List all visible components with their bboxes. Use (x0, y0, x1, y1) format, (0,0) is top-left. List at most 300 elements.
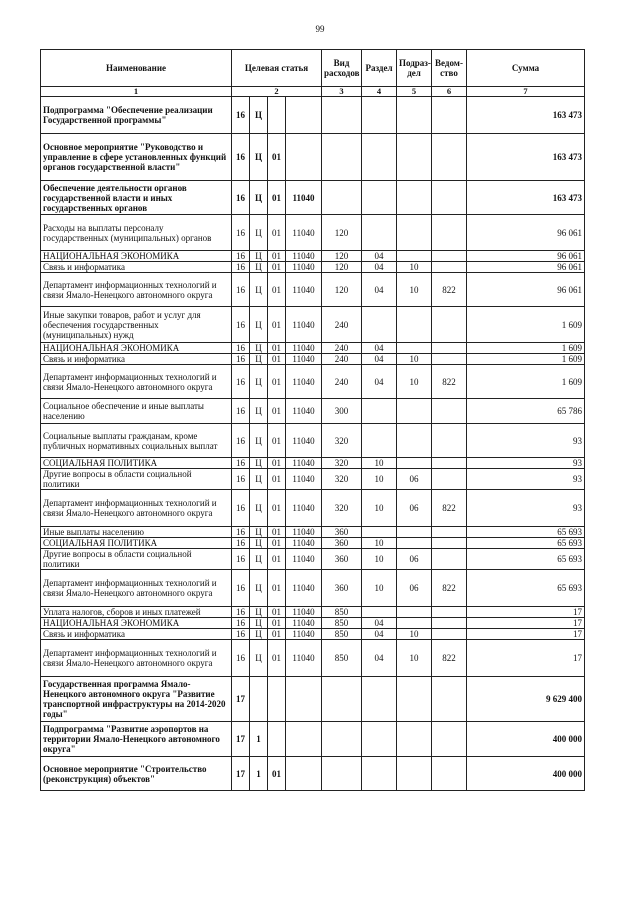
target-code-1: 16 (232, 570, 250, 607)
expense-type: 850 (322, 640, 362, 677)
table-row (41, 262, 585, 273)
sum: 93 (467, 469, 585, 490)
sum: 1 609 (467, 354, 585, 365)
target-code-2: Ц (250, 629, 268, 640)
section (362, 527, 397, 538)
section (362, 757, 397, 791)
target-code-3: 01 (268, 527, 286, 538)
header-sum: Сумма (467, 50, 585, 87)
table-row (41, 134, 585, 181)
target-code-3 (268, 722, 286, 757)
target-code-3 (268, 97, 286, 134)
target-code-2: 1 (250, 757, 268, 791)
department (432, 629, 467, 640)
target-code-3: 01 (268, 490, 286, 527)
subsection (397, 343, 432, 354)
table-row (41, 215, 585, 251)
sum: 96 061 (467, 215, 585, 251)
target-code-4: 11040 (286, 629, 322, 640)
target-code-4: 11040 (286, 549, 322, 570)
target-code-2: Ц (250, 251, 268, 262)
subsection (397, 251, 432, 262)
target-code-1: 16 (232, 607, 250, 618)
section (362, 399, 397, 424)
target-code-1: 16 (232, 629, 250, 640)
department (432, 97, 467, 134)
expense-type: 120 (322, 273, 362, 307)
sum: 400 000 (467, 757, 585, 791)
column-number: 2 (232, 87, 322, 97)
expense-type: 850 (322, 607, 362, 618)
target-code-3: 01 (268, 458, 286, 469)
sum: 96 061 (467, 262, 585, 273)
expense-type (322, 134, 362, 181)
subsection (397, 607, 432, 618)
target-code-4: 11040 (286, 607, 322, 618)
target-code-3: 01 (268, 424, 286, 458)
row-name: Иные закупки товаров, работ и услуг для обеспечения государственных (муниципальных) нужд (41, 307, 232, 343)
subsection (397, 527, 432, 538)
target-code-2 (250, 677, 268, 722)
target-code-2: Ц (250, 399, 268, 424)
sum: 93 (467, 424, 585, 458)
sum: 400 000 (467, 722, 585, 757)
target-code-2: Ц (250, 134, 268, 181)
target-code-4: 11040 (286, 490, 322, 527)
sum: 65 786 (467, 399, 585, 424)
department (432, 469, 467, 490)
table-row (41, 251, 585, 262)
target-code-3: 01 (268, 181, 286, 215)
column-number: 7 (467, 87, 585, 97)
expense-type: 320 (322, 458, 362, 469)
sum: 96 061 (467, 273, 585, 307)
row-name: Социальные выплаты гражданам, кроме публичных нормативных социальных выплат (41, 424, 232, 458)
department (432, 262, 467, 273)
table-row (41, 343, 585, 354)
row-name: Государственная программа Ямало-Ненецкого автономного округа "Развитие транспортной инфраструктуры на 2014-2020 годы" (41, 677, 232, 722)
section (362, 181, 397, 215)
target-code-3: 01 (268, 251, 286, 262)
department (432, 538, 467, 549)
target-code-3: 01 (268, 549, 286, 570)
target-code-4: 11040 (286, 538, 322, 549)
subsection: 10 (397, 354, 432, 365)
table-row (41, 570, 585, 607)
target-code-1: 16 (232, 215, 250, 251)
table-row (41, 549, 585, 570)
target-code-2: Ц (250, 549, 268, 570)
section: 10 (362, 570, 397, 607)
section: 04 (362, 640, 397, 677)
target-code-1: 16 (232, 399, 250, 424)
expense-type: 320 (322, 490, 362, 527)
section: 04 (362, 251, 397, 262)
row-name: Основное мероприятие "Руководство и управление в сфере установленных функций органов государственной власти" (41, 134, 232, 181)
column-number: 3 (322, 87, 362, 97)
target-code-3: 01 (268, 757, 286, 791)
sum: 17 (467, 607, 585, 618)
subsection (397, 215, 432, 251)
department (432, 343, 467, 354)
sum: 93 (467, 458, 585, 469)
section: 10 (362, 469, 397, 490)
department (432, 677, 467, 722)
row-name: Социальное обеспечение и иные выплаты населению (41, 399, 232, 424)
table-row (41, 722, 585, 757)
expense-type: 300 (322, 399, 362, 424)
target-code-4 (286, 757, 322, 791)
sum: 17 (467, 640, 585, 677)
target-code-4: 11040 (286, 181, 322, 215)
table-row (41, 640, 585, 677)
expense-type: 850 (322, 629, 362, 640)
target-code-1: 16 (232, 469, 250, 490)
table-row (41, 458, 585, 469)
sum: 65 693 (467, 538, 585, 549)
department (432, 549, 467, 570)
target-code-1: 17 (232, 677, 250, 722)
expense-type: 240 (322, 343, 362, 354)
target-code-3: 01 (268, 640, 286, 677)
row-name: Связь и информатика (41, 354, 232, 365)
subsection (397, 181, 432, 215)
target-code-1: 16 (232, 640, 250, 677)
section (362, 307, 397, 343)
target-code-3: 01 (268, 343, 286, 354)
expense-type: 360 (322, 538, 362, 549)
table-row (41, 273, 585, 307)
section (362, 134, 397, 181)
target-code-4 (286, 722, 322, 757)
target-code-2: Ц (250, 570, 268, 607)
target-code-1: 17 (232, 757, 250, 791)
section (362, 722, 397, 757)
subsection: 06 (397, 549, 432, 570)
target-code-2: 1 (250, 722, 268, 757)
target-code-4: 11040 (286, 570, 322, 607)
expense-type: 120 (322, 262, 362, 273)
expense-type (322, 181, 362, 215)
department (432, 134, 467, 181)
section: 04 (362, 262, 397, 273)
sum: 163 473 (467, 97, 585, 134)
target-code-1: 16 (232, 134, 250, 181)
target-code-3: 01 (268, 607, 286, 618)
row-name: Подпрограмма "Развитие аэропортов на территории Ямало-Ненецкого автономного округа" (41, 722, 232, 757)
target-code-4: 11040 (286, 618, 322, 629)
table-body (41, 97, 585, 791)
target-code-1: 16 (232, 538, 250, 549)
budget-table (40, 49, 585, 791)
section: 10 (362, 549, 397, 570)
target-code-3: 01 (268, 365, 286, 399)
target-code-4 (286, 97, 322, 134)
target-code-3: 01 (268, 618, 286, 629)
table-row (41, 469, 585, 490)
row-name: Связь и информатика (41, 629, 232, 640)
subsection: 06 (397, 490, 432, 527)
department (432, 757, 467, 791)
row-name: Расходы на выплаты персоналу государственных (муниципальных) органов (41, 215, 232, 251)
row-name: Иные выплаты населению (41, 527, 232, 538)
target-code-4: 11040 (286, 343, 322, 354)
sum: 1 609 (467, 307, 585, 343)
target-code-3: 01 (268, 399, 286, 424)
target-code-2: Ц (250, 365, 268, 399)
target-code-3: 01 (268, 354, 286, 365)
section: 04 (362, 354, 397, 365)
section (362, 97, 397, 134)
section (362, 607, 397, 618)
target-code-4: 11040 (286, 399, 322, 424)
section: 10 (362, 490, 397, 527)
table-row (41, 757, 585, 791)
department (432, 424, 467, 458)
department: 822 (432, 273, 467, 307)
row-name: Уплата налогов, сборов и иных платежей (41, 607, 232, 618)
target-code-2: Ц (250, 215, 268, 251)
target-code-4: 11040 (286, 640, 322, 677)
row-name: Связь и информатика (41, 262, 232, 273)
target-code-3: 01 (268, 215, 286, 251)
subsection (397, 97, 432, 134)
table-row (41, 490, 585, 527)
sum: 96 061 (467, 251, 585, 262)
subsection (397, 538, 432, 549)
subsection (397, 722, 432, 757)
target-code-2: Ц (250, 490, 268, 527)
target-code-4 (286, 134, 322, 181)
sum: 93 (467, 490, 585, 527)
sum: 163 473 (467, 134, 585, 181)
target-code-2: Ц (250, 262, 268, 273)
department: 822 (432, 570, 467, 607)
target-code-1: 16 (232, 307, 250, 343)
subsection (397, 424, 432, 458)
target-code-1: 17 (232, 722, 250, 757)
expense-type: 240 (322, 307, 362, 343)
target-code-2: Ц (250, 618, 268, 629)
header-name: Наименование (41, 50, 232, 87)
section: 04 (362, 618, 397, 629)
target-code-1: 16 (232, 527, 250, 538)
target-code-1: 16 (232, 490, 250, 527)
target-code-4: 11040 (286, 307, 322, 343)
target-code-1: 16 (232, 251, 250, 262)
section: 04 (362, 273, 397, 307)
header-subsection: Подраз-дел (397, 50, 432, 87)
column-number: 5 (397, 87, 432, 97)
expense-type: 120 (322, 215, 362, 251)
target-code-1: 16 (232, 97, 250, 134)
table-row (41, 424, 585, 458)
department (432, 307, 467, 343)
target-code-1: 16 (232, 424, 250, 458)
expense-type: 850 (322, 618, 362, 629)
target-code-4: 11040 (286, 262, 322, 273)
subsection: 10 (397, 640, 432, 677)
section: 04 (362, 365, 397, 399)
subsection (397, 677, 432, 722)
sum: 65 693 (467, 570, 585, 607)
row-name: СОЦИАЛЬНАЯ ПОЛИТИКА (41, 538, 232, 549)
section: 10 (362, 458, 397, 469)
department (432, 354, 467, 365)
table-row (41, 629, 585, 640)
subsection (397, 134, 432, 181)
table-row (41, 307, 585, 343)
header-department: Ведом-ство (432, 50, 467, 87)
subsection (397, 458, 432, 469)
expense-type (322, 722, 362, 757)
department: 822 (432, 365, 467, 399)
target-code-4: 11040 (286, 424, 322, 458)
header-section: Раздел (362, 50, 397, 87)
sum: 65 693 (467, 549, 585, 570)
table-row (41, 618, 585, 629)
target-code-4: 11040 (286, 458, 322, 469)
target-code-4 (286, 677, 322, 722)
department (432, 618, 467, 629)
section: 04 (362, 343, 397, 354)
target-code-1: 16 (232, 618, 250, 629)
table-row (41, 677, 585, 722)
target-code-2: Ц (250, 343, 268, 354)
expense-type: 120 (322, 251, 362, 262)
target-code-4: 11040 (286, 527, 322, 538)
target-code-1: 16 (232, 458, 250, 469)
target-code-2: Ц (250, 469, 268, 490)
department: 822 (432, 640, 467, 677)
subsection: 10 (397, 365, 432, 399)
row-name: Департамент информационных технологий и связи Ямало-Ненецкого автономного округа (41, 640, 232, 677)
target-code-2: Ц (250, 354, 268, 365)
expense-type: 320 (322, 469, 362, 490)
target-code-3 (268, 677, 286, 722)
expense-type: 320 (322, 424, 362, 458)
target-code-1: 16 (232, 181, 250, 215)
table-row (41, 181, 585, 215)
table-row (41, 607, 585, 618)
target-code-2: Ц (250, 307, 268, 343)
row-name: Департамент информационных технологий и связи Ямало-Ненецкого автономного округа (41, 365, 232, 399)
target-code-4: 11040 (286, 273, 322, 307)
column-number: 6 (432, 87, 467, 97)
sum: 163 473 (467, 181, 585, 215)
department (432, 399, 467, 424)
header-target-article: Целевая статья (232, 50, 322, 87)
subsection: 10 (397, 273, 432, 307)
expense-type (322, 97, 362, 134)
row-name: Департамент информационных технологий и связи Ямало-Ненецкого автономного округа (41, 570, 232, 607)
expense-type: 240 (322, 365, 362, 399)
subsection (397, 757, 432, 791)
target-code-2: Ц (250, 181, 268, 215)
expense-type: 360 (322, 527, 362, 538)
target-code-3: 01 (268, 538, 286, 549)
subsection: 10 (397, 262, 432, 273)
header-row (41, 50, 585, 87)
target-code-1: 16 (232, 273, 250, 307)
target-code-1: 16 (232, 549, 250, 570)
target-code-4: 11040 (286, 469, 322, 490)
target-code-2: Ц (250, 458, 268, 469)
target-code-1: 16 (232, 354, 250, 365)
subsection (397, 618, 432, 629)
subsection: 06 (397, 469, 432, 490)
target-code-3: 01 (268, 134, 286, 181)
department (432, 251, 467, 262)
target-code-1: 16 (232, 343, 250, 354)
target-code-4: 11040 (286, 365, 322, 399)
department (432, 607, 467, 618)
table-row (41, 365, 585, 399)
department (432, 722, 467, 757)
target-code-3: 01 (268, 262, 286, 273)
section (362, 677, 397, 722)
section: 10 (362, 538, 397, 549)
subsection (397, 399, 432, 424)
expense-type: 240 (322, 354, 362, 365)
row-name: НАЦИОНАЛЬНАЯ ЭКОНОМИКА (41, 618, 232, 629)
row-name: НАЦИОНАЛЬНАЯ ЭКОНОМИКА (41, 343, 232, 354)
target-code-2: Ц (250, 607, 268, 618)
target-code-4: 11040 (286, 215, 322, 251)
column-number: 4 (362, 87, 397, 97)
target-code-2: Ц (250, 273, 268, 307)
section: 04 (362, 629, 397, 640)
page-number: 99 (315, 24, 325, 34)
row-name: НАЦИОНАЛЬНАЯ ЭКОНОМИКА (41, 251, 232, 262)
section (362, 215, 397, 251)
expense-type: 360 (322, 570, 362, 607)
sum: 1 609 (467, 343, 585, 354)
target-code-3: 01 (268, 273, 286, 307)
department (432, 458, 467, 469)
target-code-1: 16 (232, 262, 250, 273)
target-code-2: Ц (250, 640, 268, 677)
table-row (41, 538, 585, 549)
table-row (41, 354, 585, 365)
table-row (41, 399, 585, 424)
table-row (41, 97, 585, 134)
target-code-2: Ц (250, 97, 268, 134)
sum: 65 693 (467, 527, 585, 538)
target-code-2: Ц (250, 527, 268, 538)
sum: 17 (467, 618, 585, 629)
department (432, 181, 467, 215)
target-code-3: 01 (268, 469, 286, 490)
column-number-row (41, 87, 585, 97)
header-expense-type: Вид расходов (322, 50, 362, 87)
subsection: 10 (397, 629, 432, 640)
row-name: Департамент информационных технологий и связи Ямало-Ненецкого автономного округа (41, 490, 232, 527)
row-name: СОЦИАЛЬНАЯ ПОЛИТИКА (41, 458, 232, 469)
column-number: 1 (41, 87, 232, 97)
row-name: Обеспечение деятельности органов государственной власти и иных государственных органов (41, 181, 232, 215)
sum: 1 609 (467, 365, 585, 399)
expense-type (322, 757, 362, 791)
target-code-4: 11040 (286, 251, 322, 262)
department (432, 215, 467, 251)
target-code-2: Ц (250, 538, 268, 549)
target-code-2: Ц (250, 424, 268, 458)
row-name: Основное мероприятие "Строительство (реконструкция) объектов" (41, 757, 232, 791)
row-name: Подпрограмма "Обеспечение реализации Государственной программы" (41, 97, 232, 134)
row-name: Другие вопросы в области социальной политики (41, 469, 232, 490)
table-row (41, 527, 585, 538)
